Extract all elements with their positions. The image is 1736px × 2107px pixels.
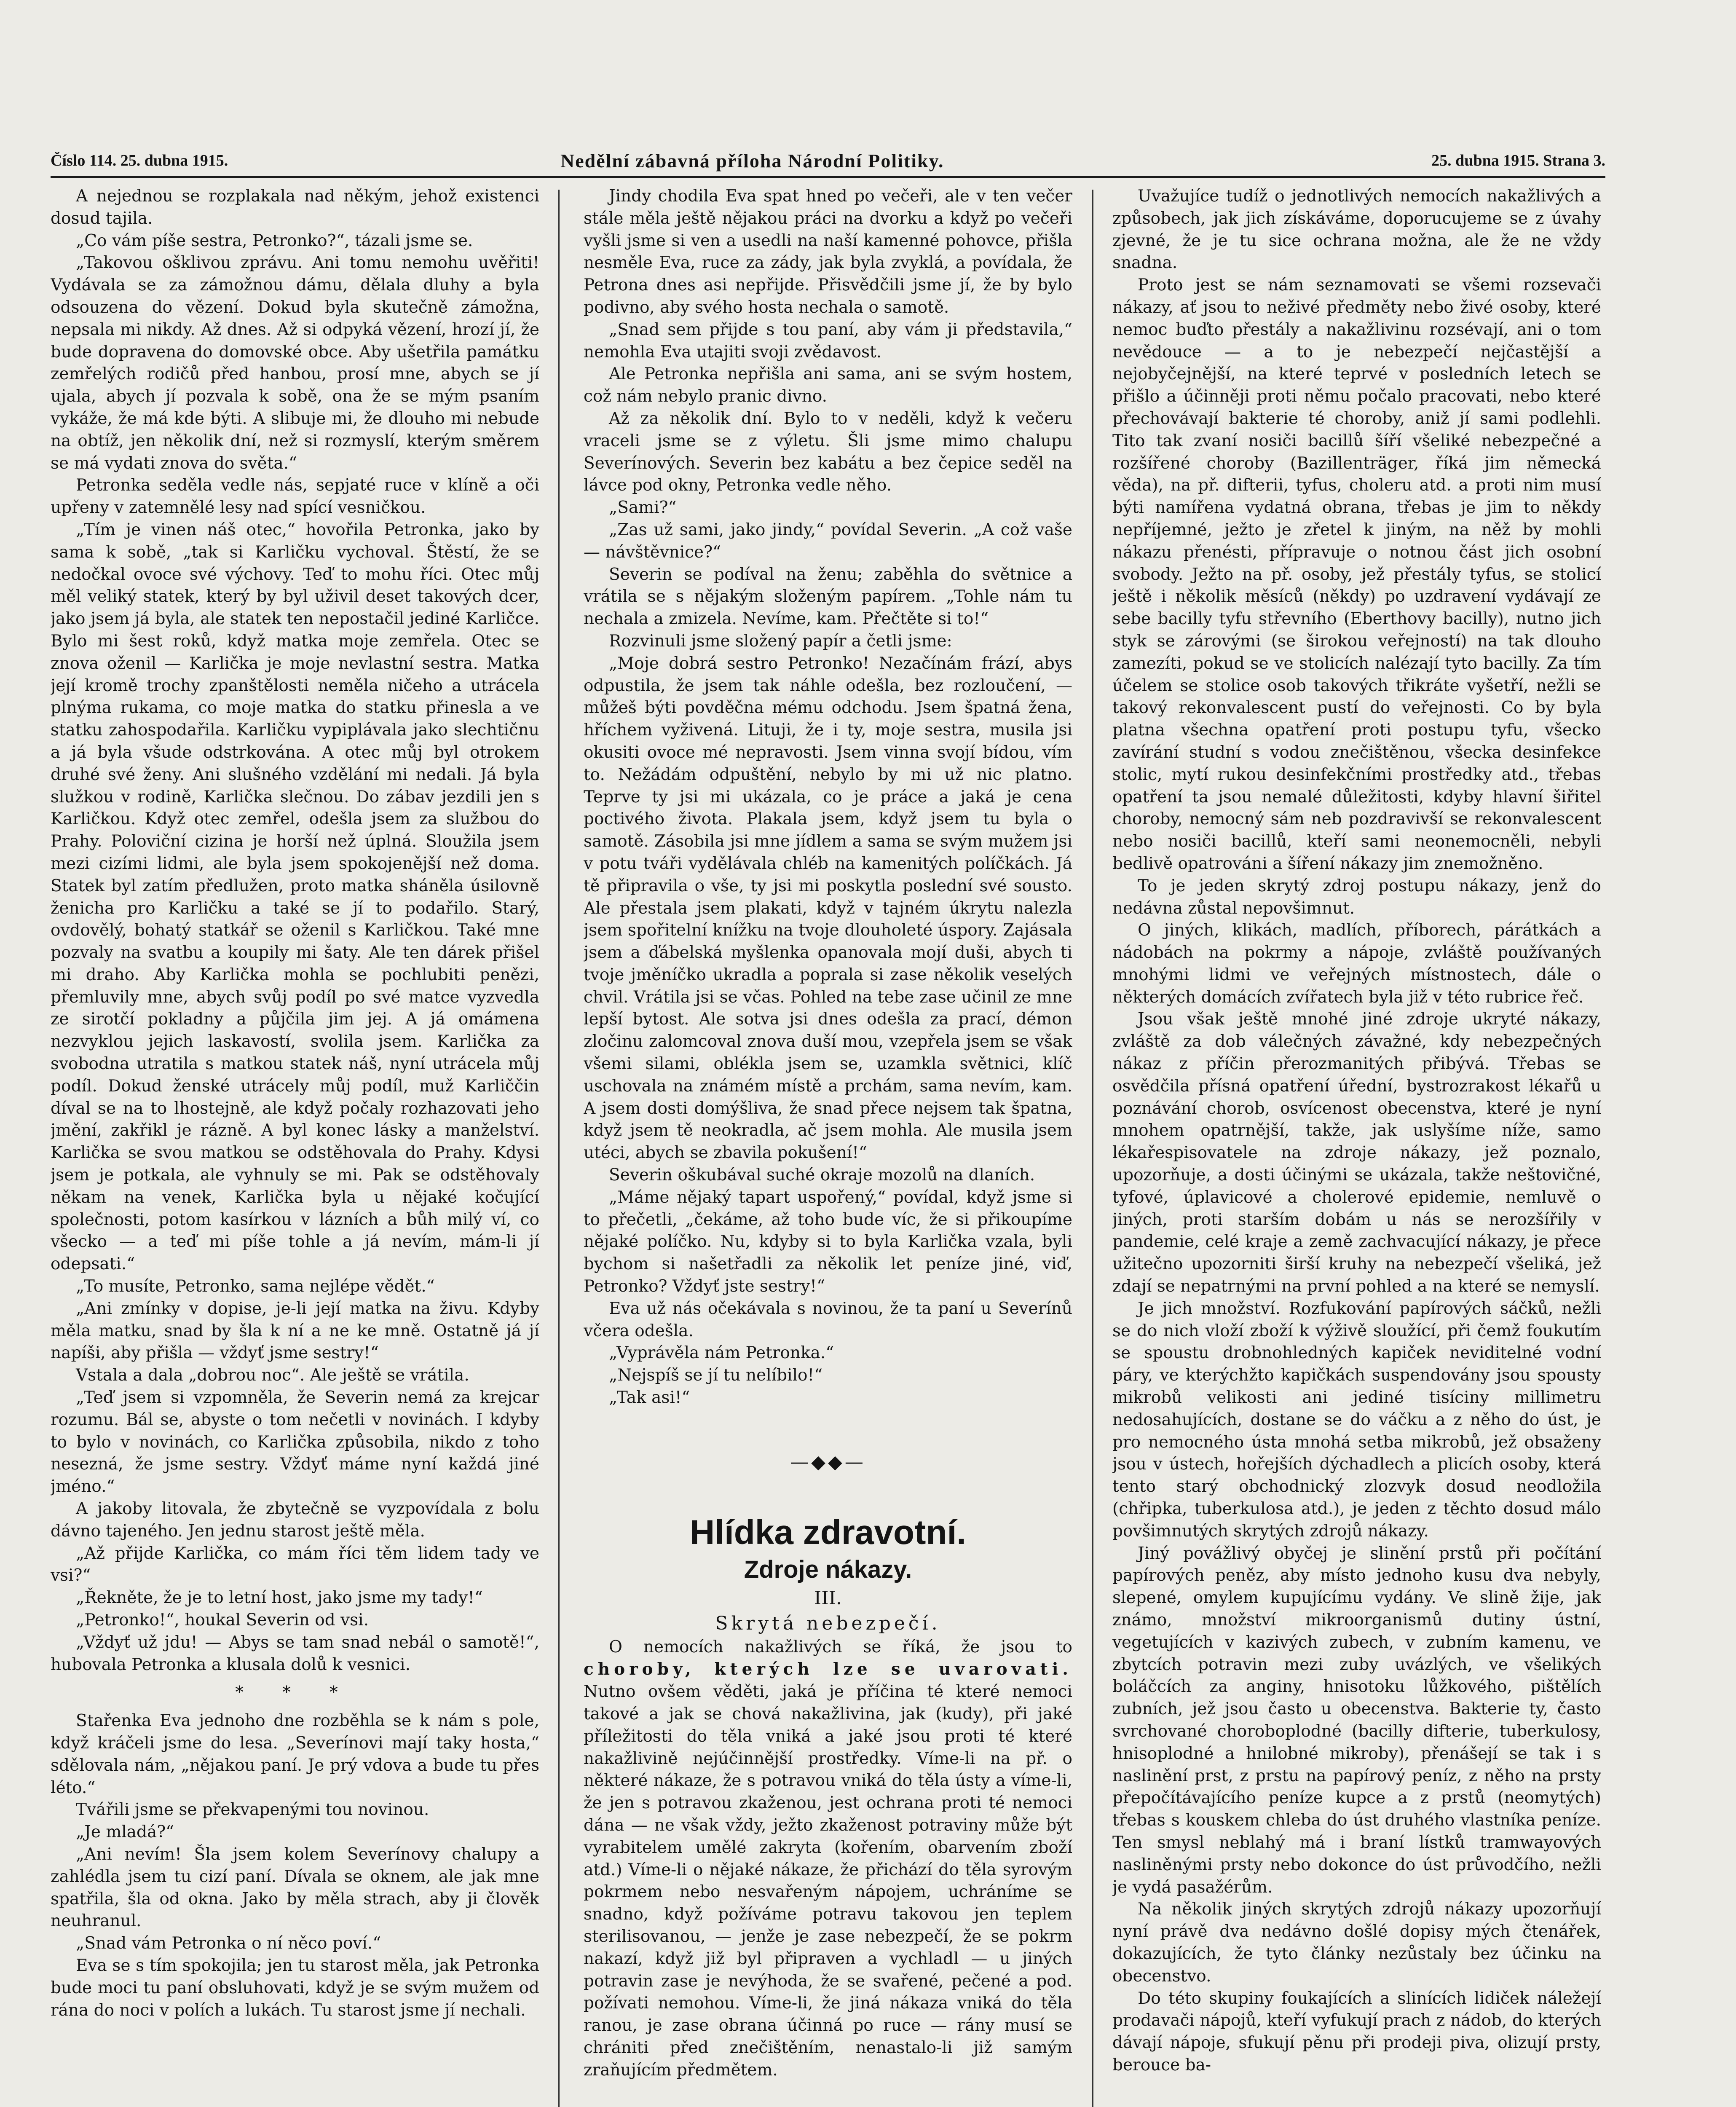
column-divider <box>558 190 560 2107</box>
text-run: O nemocích nakažlivých se říká, že jsou to <box>609 1637 1072 1657</box>
column-left <box>51 185 539 2107</box>
section-title: Hlídka zdravotní. <box>689 1513 967 1552</box>
column-divider <box>1092 190 1093 2107</box>
story-paragraph: „Řekněte, že je to letní host, jako jsme my tady!“ <box>76 1588 483 1608</box>
story-paragraph: „Snad sem přijde s tou paní, aby vám ji představila,“ nemohla Eva utajiti svoji zvědavost. <box>584 320 1072 362</box>
column-right <box>1112 185 1601 2107</box>
page-number: 25. dubna 1915. Strana 3. <box>1431 152 1605 169</box>
article-paragraph: Uvažujíce tudíž o jednotlivých nemocích nakažlivých a způsobech, jak jich získáváme, doporucujeme se z úvahy zjevné, že je tu sice ochrana možna, ale že ne vždy snadna. <box>1112 187 1601 273</box>
story-paragraph: Ale Petronka nepřišla ani sama, ani se svým hostem, což nám nebylo pranic divno. <box>584 365 1072 406</box>
column-middle <box>584 185 1072 2107</box>
story-paragraph: „Máme nějaký tapart uspořený,“ povídal, když jsme si to přečetli, „čekáme, až toho bude víc, že si přikoupíme nějaké políčko. Nu, kdyby si to byla Karlička vzala, byli bychom si našetřadli za několik let peníze jiné, viď, Petronko? Vždyť jste sestry!“ <box>584 1188 1072 1296</box>
section-number: III. <box>814 1587 842 1609</box>
article-paragraph: Proto jest se nám seznamovati se všemi rozsevači nákazy, ať jsou to neživé předměty nebo živé osoby, které nemoc buďto přestály a nakažlivinu rozsévají, ani o tom nevědouce — a to je nebezpečí nejčastější a nejobyčejnější, na které teprvé v posledních letech se přišlo a účinněji proti němu počalo pracovati, nebo které přechovávají bakterie té choroby, aniž jí sami podlehli. Tito tak zvaní nosiči bacillů šíří všeliké nebezpečné a rozšířené choroby (Bazillenträger, říká jim německá věda), na př. difterii, tyfus, choleru atd. a proti nim musí býti namířena vydatná obrana, třebas je jim to někdy nepříjemné, ježto je zřetel k jiným, na něž by mohli nákazu přenésti, přípravuje o notnou část jich osobní svobody. Ježto na př. osoby, jež přestály tyfus, se stolicí ještě i několik měsíců (někdy) po uzdravení vydávají ze sebe bacilly tyfu střevního (Eberthovy bacilly), nutno jich styk se zárovými (se širokou veřejností) na tak dlouho zamezíti, pokud se ve stolicích nalézají tyto bacilly. Za tím účelem se stolice osob takových třikráte vyšetří, nežli se takový rekonvalescent pustí do veřejnosti. Co by byla platna všechna opatření proti postupu tyfu, všecko zavírání studní s vodou znečištěnou, všecka desinfekce stolic, mytí rukou desinfekčními prostředky atd., třebas opatření ta jsou nemalé důležitosti, kdyby hlavní šiřitel choroby, nemocný sám neb pozdravivší se rekonvalescent nebo nosiči bacillů, kteří sami neonemocněli, nebyli bedlivě opatrováni a šíření nákazy jim znemožněno. <box>1112 276 1601 873</box>
story-paragraph: Tvářili jsme se překvapenými tou novinou. <box>76 1800 429 1820</box>
section-subtitle: Zdroje nákazy. <box>744 1555 912 1583</box>
page-header <box>51 150 1605 178</box>
story-paragraph: Vstala a dala „dobrou noc“. Ale ještě se vrátila. <box>76 1366 469 1385</box>
story-paragraph: „Ani nevím! Šla jsem kolem Severínovy chalupy a zahlédla jsem tu cizí paní. Dívala se oknem, ale jak mne spatřila, šla od okna. Jako by měla strach, aby ji člověk neuhranul. <box>51 1844 539 1931</box>
story-paragraph: „Snad vám Petronka o ní něco poví.“ <box>76 1934 381 1953</box>
story-paragraph: Až za několik dní. Bylo to v neděli, když k večeru vraceli jsme se z výletu. Šli jsme mimo chalupu Severínových. Severin bez kabátu a bez čepice seděl na lávce pod okny, Petronka vedle něho. <box>584 409 1072 495</box>
story-paragraph: „Vždyť už jdu! — Abys se tam snad nebál o samotě!“, hubovala Petronka a klusala dolů k vesnici. <box>51 1633 539 1674</box>
story-paragraph: Jindy chodila Eva spat hned po večeři, ale v ten večer stále měla ještě nějakou práci na dvorku a když po večeři vyšli jsme si ven a usedli na naší kamenné pohovce, přišla nesměle Eva, ruce za zády, jak byla zvyklá, a povídala, že Petrona dnes asi nepřijde. Přisvědčili jsme jí, že by bylo podivno, aby svého hosta nechala o samotě. <box>584 187 1072 317</box>
section-topic: Skrytá nebezpečí. <box>715 1612 941 1634</box>
text-run: Nutno ovšem věděti, jaká je příčina té které nemoci takové a jak se chová nakažlivina, jak (kudy), při jaké příležitosti do těla vniká a jaké jsou proti té které nakažlivině nejúčinnější prostředky. Víme-li na př. o některé nákaze, že s potravou vniká do těla ústy a víme-li, že jen s potravou zkaženou, jest ochrana proti té nemoci dána — ne však vždy, ježto zkaženost potraviny může být vyrabitelem umělé zakryta (kořením, obarvením zboží atd.) Víme-li o nějaké nákaze, že přichází do těla syrovým pokrmem nebo nesvařeným nápojem, uchráníme se snadno, když požíváme potravu takovou jen teplem sterilisovanou, — jenže je zase nebezpečí, že se pokrm nakazí, když již byl připraven a vychladl — u jiných potravin zase je nevýhoda, že se svařené, pečené a pod. požívati nemohou. Víme-li, že jiná nákaza vniká do těla ranou, je zase obrana účinná po ruce — rány musí se chrániti před znečištěním, nenastalo-li již samým zraňujícím předmětem. <box>584 1682 1072 2080</box>
story-paragraph: „Tak asi!“ <box>609 1388 690 1407</box>
ornament-divider: —◆◆— <box>790 1451 866 1473</box>
story-paragraph: „To musíte, Petronko, sama nejlépe vědět.“ <box>76 1277 435 1296</box>
article-paragraph: Jiný povážlivý obyčej je slinění prstů při počítání papírových peněz, aby místo jednoho kusu dva nebyly, slepené, omylem kupujícímu vydány. Ve slině žije, jak známo, množství mikroorganismů dutiny ústní, vegetujících v kazivých zubech, v zubním kamenu, ve zbytcích potravin mezi zuby uvázlých, ve všelikých boláčcích za anginy, hnisotoku lůžkového, pištělích zubních, jež jsou často u obecenstva. Bakterie ty, často svrchované choroboplodné (bacilly difterie, tuberkulosy, hnisoplodné a hnilobné mikroby), přenášejí se tak i s naslinění prst, z prstu na papírový peníz, z něho na prsty přepočítávajícího peníze kupce a z prstů (neomytých) třebas s kouskem chleba do úst druhého vlastníka peníze. Ten smysl neblahý má i braní lístků tramwayových nasliněnými prsty nebo dokonce do úst průvodčího, nežli je vydá pasažérům. <box>1112 1544 1601 1897</box>
article-paragraph: Na několik jiných skrytých zdrojů nákazy upozorňují nyní právě dva nedávno došlé dopisy mých čtenářek, dokazujících, že tyto články nezůstaly bez účinku na obecenstvo. <box>1112 1900 1601 1986</box>
story-paragraph: „Je mladá?“ <box>76 1823 174 1842</box>
story-paragraph: Rozvinuli jsme složený papír a četli jsme: <box>609 631 952 651</box>
story-paragraph: Eva už nás očekávala s novinou, že ta paní u Severínů včera odešla. <box>584 1299 1072 1340</box>
story-paragraph: Severin oškubával suché okraje mozolů na dlaních. <box>609 1166 1035 1185</box>
masthead-title: Nedělní zábavná příloha Národní Politiky. <box>560 150 944 172</box>
story-paragraph: „Nejspíš se jí tu nelíbilo!“ <box>609 1366 823 1385</box>
story-paragraph: Stařenka Eva jednoho dne rozběhla se k nám s pole, když kráčeli jsme do lesa. „Severínovi mají taky hosta,“ sdělovala nám, „nějakou paní. Je prý vdova a bude tu přes léto.“ <box>51 1711 539 1797</box>
story-paragraph: „Tím je vinen náš otec,“ hovořila Petronka, jako by sama k sobě, „tak si Karličku vychoval. Štěstí, že se nedočkal ovoce své výchovy. Teď to mohu říci. Otec můj měl veliký statek, který by byl uživil deset takových dcer, jako jsem já byla, ale statek ten nepostačil jediné Karličce. Bylo mi šest roků, když matka moje zemřela. Otec se znova oženil — Karlička je moje nevlastní sestra. Matka její kromě trochy zpanštělosti neměla ničeho a utrácela plnýma rukama, co moje matka do statku přinesla a ve statku zahospodařila. Karličku vypiplávala jako slechtičnu a já byla všude odstrkována. A otec můj byl otrokem druhé své ženy. Ani slušného vzdělání mi nedali. Já byla služkou v rodině, Karlička slečnou. Do zábav jezdili jen s Karličkou. Když otec zemřel, odešla jsem za službou do Prahy. Poloviční cizina je horší než úplná. Sloužila jsem mezi cizími lidmi, ale byla jsem spokojenější než doma. Statek byl zatím předlužen, proto matka sháněla úsilovně ženicha pro Karličku a také se jí to podařilo. Starý, ovdovělý, bohatý statkář se oženil s Karličkou. Také mne pozvaly na svatbu a koupily mi šaty. Ale ten dárek přišel mi draho. Aby Karlička mohla se pochlubiti penězi, přemluvily mne, abych svůj podíl po své matce vyzvedla ze sirotčí pokladny a půjčila jim jej. A já omámena nezvyklou jejich laskavostí, svolila jsem. Karlička za svobodna utratila s matkou statek náš, nyní utrácela můj podíl. Dokud ženské utrácely můj podíl, muž Karliččin díval se na to lhostejně, ale když počaly rozhazovati jeho jmění, zakřikl je rázně. A byl konec lásky a manželství. Karlička se svou matkou se odstěhovala do Prahy. Kdysi jsem je potkala, ale vyhnuly se mi. Pak se odstěhovaly někam na venek, Karlička byla u nějaké kočující společnosti, potom kasírkou v lázních a bůh milý ví, co všecko — a teď mi píše tohle a já nevím, mám-li jí odepsati.“ <box>51 520 539 1274</box>
article-paragraph: Jsou však ještě mnohé jiné zdroje ukryté nákazy, zvláště za dob válečných závažné, kdy nebezpečných nákaz z příčin přerozmanitých přibývá. Třebas se osvědčila přísná opatření úřední, bystrozrakost lékařů u poznávání chorob, osvícenost obecenstva, které je nyní mnohem opatrnější, takže, jak uslyšíme níže, samo lékařespisovatele na zdroje nákazy, jež poznalo, upozorňuje, a dosti účinými se ukázala, takže neštovičné, tyfové, úplavicové a cholerové epidemie, nemluvě o jiných, proti starším dobám u nás se nerozšířily v pandemie, celé kraje a země zachvacující nákazy, je přece užitečno upozorniti širší kruhy na nebezpečí všeliká, jež zdají se nepatrnými na první pohled a na které se nemyslí. <box>1112 1010 1601 1296</box>
issue-date: Číslo 114. 25. dubna 1915. <box>51 152 228 169</box>
story-paragraph: Petronka seděla vedle nás, sepjaté ruce v klíně a oči upřeny v zatemnělé lesy nad spící vesničkou. <box>51 476 539 517</box>
story-paragraph: „Vyprávěla nám Petronka.“ <box>609 1343 834 1363</box>
section-break-stars: * * * <box>235 1683 355 1702</box>
article-paragraph: Do této skupiny foukajících a slinících lidiček náležejí prodavači nápojů, kteří vyfukují prach z nádob, do kterých dávají nápoje, sfukují pěnu při prodeji piva, olizují prsty, berouce ba- <box>1112 1989 1601 2075</box>
story-paragraph: „Sami?“ <box>609 498 677 517</box>
article-paragraph: O jiných, klikách, madlích, příborech, párátkách a nádobách na pokrmy a nápoje, zvláště používaných mnohými lidmi ve veřejných místnostech, dále o některých domácích zvířatech byla již v této rubrice řeč. <box>1112 921 1601 1007</box>
story-paragraph: Eva se s tím spokojila; jen tu starost měla, jak Petronka bude moci tu paní obsluhovati, když je se svým mužem od rána do noci v polích a lukách. Tu starost jsme jí nechali. <box>51 1956 539 2020</box>
article-paragraph <box>584 1636 1072 2082</box>
story-paragraph: „Až přijde Karlička, co mám říci těm lidem tady ve vsi?“ <box>51 1544 539 1585</box>
story-paragraph: „Zas už sami, jako jindy,“ povídal Severin. „A což vaše — návštěvnice?“ <box>584 520 1072 562</box>
story-paragraph: A jakoby litovala, že zbytečně se vyzpovídala z bolu dávno tajeného. Jen jednu starost ještě měla. <box>51 1499 539 1541</box>
article-paragraph: Je jich množství. Rozfukování papírových sáčků, nežli se do nich vloží zboží k výživě sloužící, při čemž foukutím se spoustu drobnohledných kapiček neviditelné vodní páry, ve kterýchžto kapičkách suspendovány jsou spousty mikrobů velikosti ani jediné tisíciny millimetru nedosahujících, dostane se do váčku a z něho do úst, je pro nemocného ústa mnohá setba mikrobů, jež obsaženy jsou v ústech, hořejších dýchadlech a plicích osoby, která tento starý obchodnický zlozvyk dosud neodložila (chřipka, tuberkulosa atd.), je jeden z těchto dosud málo povšimnutých skrytých zdrojů nákazy. <box>1112 1299 1601 1541</box>
story-paragraph: „Petronko!“, houkal Severin od vsi. <box>76 1611 369 1630</box>
story-paragraph: „Takovou ošklivou zprávu. Ani tomu nemohu uvěřiti! Vydávala se za zámožnou dámu, dělala dluhy a byla odsouzena do vězení. Dokud byla skutečně zámožna, nepsala mi nikdy. Až dnes. Až si odpyká vězení, hrozí jí, že bude dopravena do domovské obce. Aby ušetřila památku zemřelých rodičů před hanbou, prosí mne, abych se jí ujala, abych jí pozvala k sobě, ona že se mým psaním vykáže, že má kde býti. A slibuje mi, že dlouho mi nebude na obtíž, jen několik dní, než si rozmyslí, kterým směrem se má vydati znova do světa.“ <box>51 253 539 473</box>
story-paragraph: A nejednou se rozplakala nad někým, jehož existenci dosud tajila. <box>51 187 539 228</box>
article-paragraph: To je jeden skrytý zdroj postupu nákazy, jenž do nedávna zůstal nepovšimnut. <box>1112 876 1601 918</box>
story-paragraph: „Co vám píše sestra, Petronko?“, tázali jsme se. <box>76 231 473 250</box>
emphasized-text: choroby, kterých lze se uvarovati. <box>584 1659 1072 1679</box>
story-paragraph: „Teď jsem si vzpomněla, že Severin nemá za krejcar rozumu. Bál se, abyste o tom nečetli v novinách. I kdyby to bylo v novinách, co Karlička způsobila, nikdo z toho nesezná, že jsme sestry. Vždyť máme nyní každá jiné jméno.“ <box>51 1388 539 1496</box>
story-paragraph: Severin se podíval na ženu; zaběhla do světnice a vrátila se s nějakým složeným papírem. „Tohle nám tu nechala a zmizela. Nevíme, kam. Přečtěte si to!“ <box>584 565 1072 629</box>
letter-paragraph: „Moje dobrá sestro Petronko! Nezačínám frází, abys odpustila, že jsem tak náhle odešla, bez rozloučení, — můžeš býti povděčna mému odchodu. Jsem špatná žena, hříchem vyživená. Lituji, že i ty, moje sestra, musila jsi okusiti ovoce mé nepravosti. Jsem vinna svojí bídou, vím to. Nežádám odpuštění, nebylo by mi už nic platno. Teprve ty jsi mi ukázala, co je práce a jaká je cena poctivého života. Plakala jsem, když jsem tu byla o samotě. Zásobila jsi mne jídlem a sama se svým mužem jsi v potu tváři vydělávala chléb na kamenitých políčkách. Já tě připravila o vše, ty jsi mi poskytla poslední své sousto. Ale přestala jsem plakati, když v tajném úkrytu nalezla jsem spořitelní knížku na tvoje dlouholeté úspory. Zajásala jsem a ďábelská myšlenka opanovala mojí duši, abych ti tvoje jměníčko ukradla a poprala si zase několik veselých chvil. Vrátila jsi se včas. Pohled na tebe zase učinil ze mne lepší bytost. Ale sotva jsi dnes odešla za prací, démon zločinu zalomcoval znova duší mou, vzepřela jsem se však všemi silami, oblékla jsem se, uzamkla světnici, klíč uschovala na známém místě a prchám, sama nevím, kam. A jsem dosti domýšliva, že snad přece nejsem tak špatna, když jsem tě neokradla, ač jsem mohla. Ale musila jsem utéci, abych se zbavila pokušení!“ <box>584 654 1072 1163</box>
story-paragraph: „Ani zmínky v dopise, je-li její matka na živu. Kdyby měla matku, snad by šla k ní a ne ke mně. Ostatně já jí napíši, aby přišla — vždyť jsme sestry!“ <box>51 1299 539 1363</box>
